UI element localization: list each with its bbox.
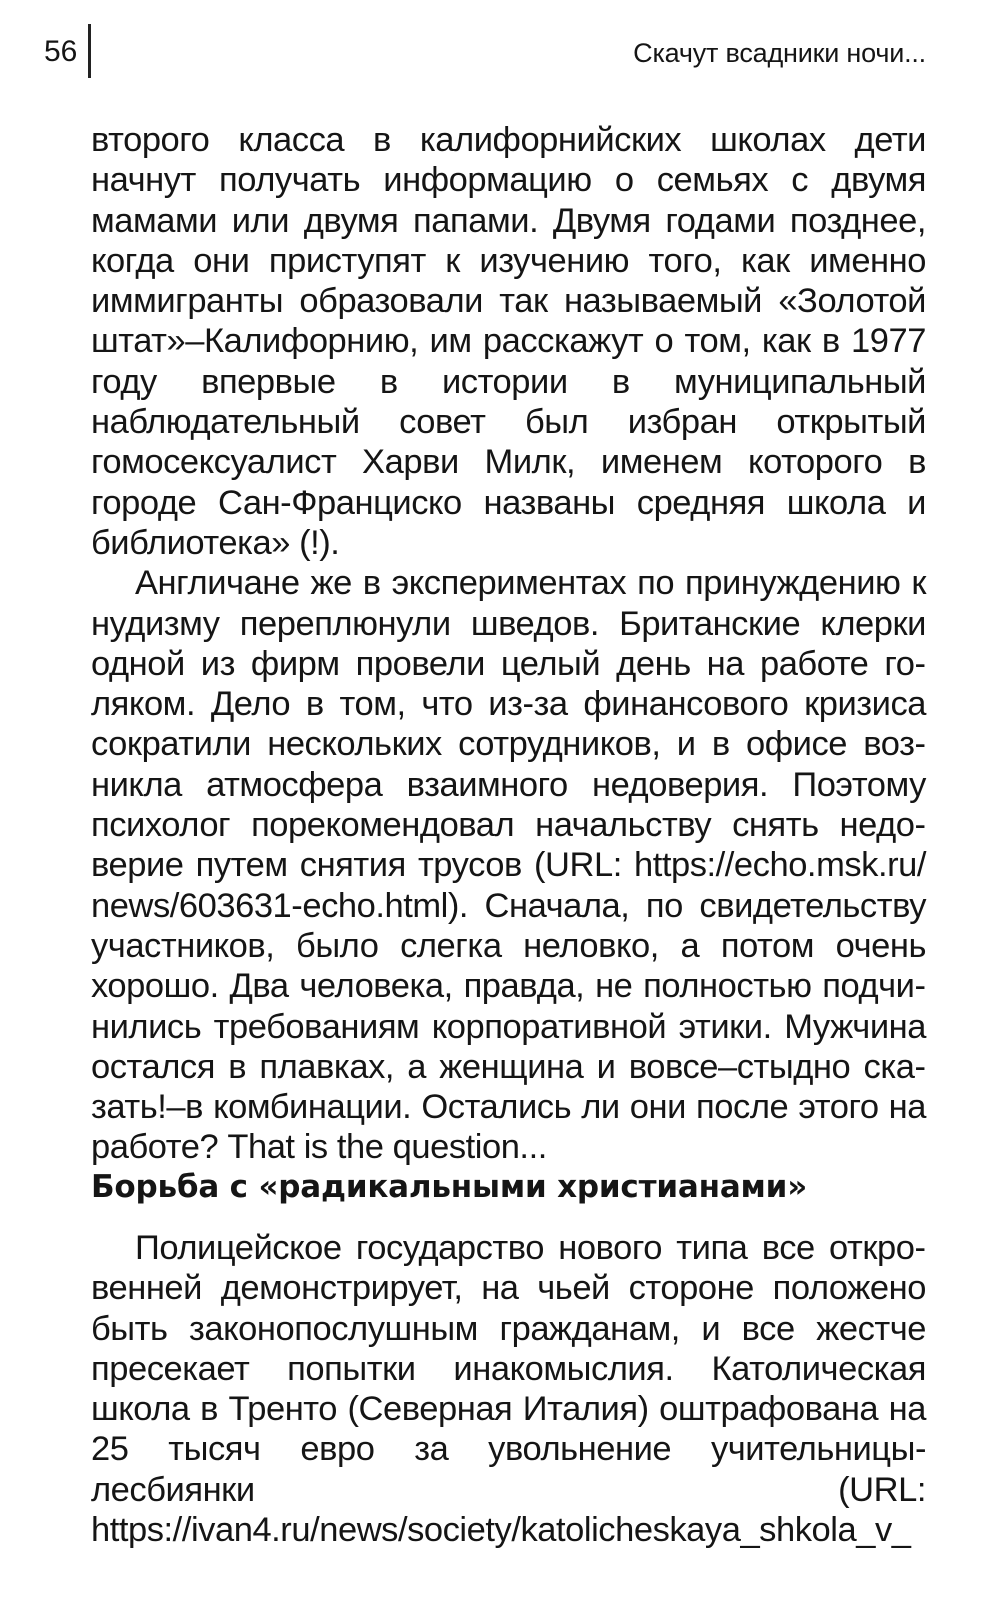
section-body <box>91 1228 926 1550</box>
page-number: 56 <box>44 35 78 68</box>
section-heading-block <box>91 1167 926 1207</box>
running-header <box>44 24 926 78</box>
paragraph-nudism: Англичане же в экспериментах по принуждению к нудизму переплюнули шведов. Британские клерки одной из фирм провели целый день на работе голяком. Дело в том, что из-за финансового кризиса сократили нескольких сотрудников, и в офисе возникла атмосфера взаимного недоверия. Поэтому психолог порекомендовал начальству снять недоверие путем снятия трусов (URL: https://echo.msk.ru/​news/603631-echo.html). Сначала, по свидетельству участников, было слегка неловко, а потом очень хорошо. Два человека, правда, не полностью подчинились требованиям корпоративной этики. Мужчина остался в плавках, а женщина и вовсе–стыдно сказать!–в комбинации. Остались ли они после этого на работе? That is the question... <box>91 564 926 1167</box>
running-title: Скачут всадники ночи... <box>633 38 926 68</box>
paragraph-police-state: Полицейское государство нового типа все откровенней демонстрирует, на чьей стороне положено быть законопослушным гражданам, и все жестче пресекает попытки инакомыслия. Католическая школа в Тренто (Северная Италия) оштрафована на 25 тысяч евро за увольнение учительницы-лесбиянки (URL: https://ivan4.ru/news/society/katolicheskaya_shkola_v_ <box>91 1229 926 1550</box>
body-text <box>91 120 926 1168</box>
header-divider <box>88 24 91 78</box>
section-heading: Борьба с «радикальными христианами» <box>91 1169 808 1205</box>
paragraph-continued: второго класса в калифорнийских школах дети начнут получать информацию о семьях с двумя мамами или двумя папами. Двумя годами позднее, когда они приступят к изучению того, как именно иммигранты образовали так называемый «Золотой штат»–Калифорнию, им расскажут о том, как в 1977 году впервые в истории в муниципальный наблюдательный совет был избран открытый гомосексуалист Харви Милк, именем которого в городе Сан-Франциско названы средняя школа и библиотека» (!). <box>91 121 926 562</box>
